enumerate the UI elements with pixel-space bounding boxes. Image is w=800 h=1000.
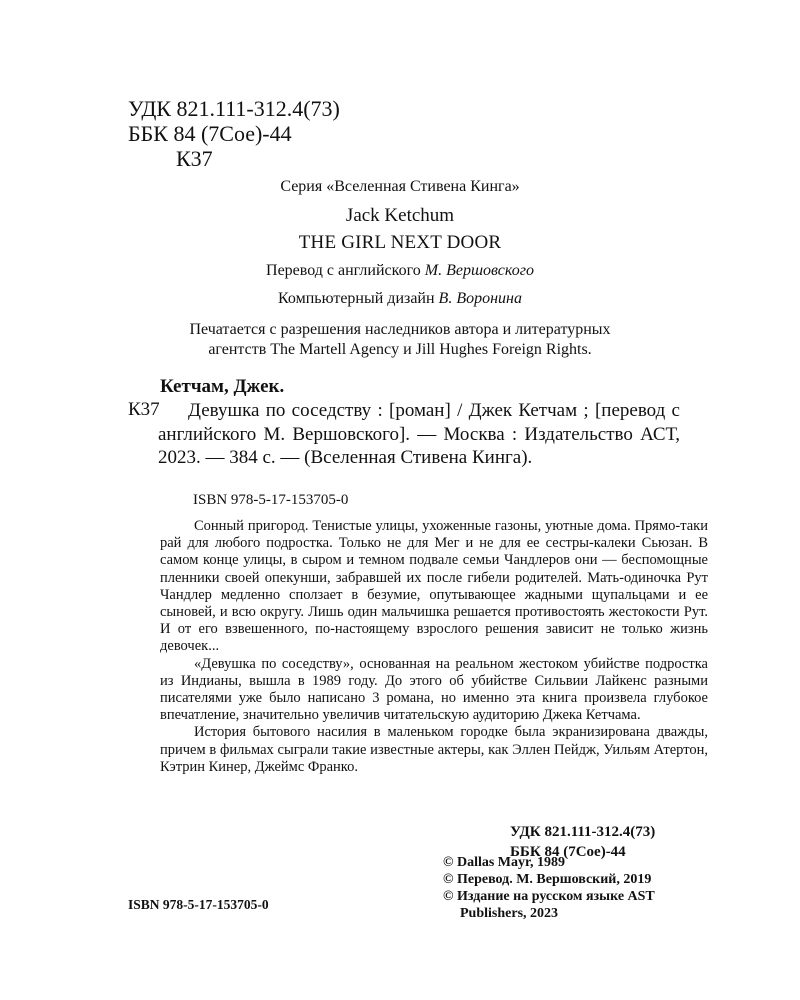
isbn-bottom: ISBN 978-5-17-153705-0 <box>128 897 269 912</box>
udk-code: УДК 821.111-312.4(73) <box>128 96 340 121</box>
annotation-paragraph-1: Сонный пригород. Тенистые улицы, ухоженные газоны, уютные дома. Прямо-таки рай для любого подростка. Только не для Мег и не для ее сестры-калеки Сьюзан. В самом конце улицы, в сыром и темном подвале семьи Чандлеров они — беспомощные пленники своей опекунши, забравшей их после гибели родителей. Мать-одиночка Рут Чандлер медленно сползает в безумие, опутывающее жадными щупальцами и ее сыновей, и всю округу. Лишь один мальчишка решается противостоять жестокости Рут. И от его взвешенного, по-настоящему взрослого решения зависит не только жизнь девочек... <box>160 518 708 655</box>
isbn-top: ISBN 978-5-17-153705-0 <box>193 492 349 508</box>
designer-name: В. Воронина <box>438 290 522 307</box>
catalog-description <box>158 399 680 470</box>
bbk-code: ББК 84 (7Сое)-44 <box>128 121 292 146</box>
author-mark: К37 <box>176 146 213 171</box>
copyright-line-1: © Dallas Mayr, 1989 <box>443 855 565 870</box>
copyright-block <box>443 854 655 922</box>
permission-line-1: Печатается с разрешения наследников автора и литературных <box>189 321 611 338</box>
bottom-bbk-code: ББК 84 (7Сое)-44 <box>510 844 626 860</box>
original-title: THE GIRL NEXT DOOR <box>298 232 502 253</box>
design-prefix: Компьютерный дизайн <box>278 290 439 307</box>
classification-codes <box>128 96 340 171</box>
series-name: Серия «Вселенная Стивена Кинга» <box>280 178 520 195</box>
translation-credit <box>0 262 800 280</box>
catalog-author-heading: Кетчам, Джек. <box>160 376 285 397</box>
catalog-mark: К37 <box>128 399 160 420</box>
translator-name: М. Вершовского <box>424 262 534 279</box>
permission-notice <box>0 320 800 360</box>
permission-line-2: агентств The Martell Agency и Jill Hughes Foreign Rights. <box>208 341 592 358</box>
design-credit <box>0 290 800 308</box>
translation-prefix: Перевод с английского <box>266 262 425 279</box>
original-author: Jack Ketchum <box>345 205 455 226</box>
annotation-paragraph-2: «Девушка по соседству», основанная на реальном жестоком убийстве подростка из Индианы, вышла в 1989 году. До этого об убийстве Сильвии Лайкенс разными писателями уже было написано 3 романа, но именно эта книга произвела глубокое впечатление, значительно увеличив читательскую аудиторию Джека Кетчама. <box>160 655 708 724</box>
catalog-description-text: Девушка по соседству : [роман] / Джек Кетчам ; [перевод с английского М. Вершовского]. — Москва : Издательство АСТ, 2023. — 384 с. — (Вселенная Стивена Кинга). <box>158 400 680 468</box>
bottom-udk-code: УДК 821.111-312.4(73) <box>510 824 656 840</box>
annotation <box>160 518 708 776</box>
copyright-line-3: © Издание на русском языке AST <box>443 889 655 904</box>
copyright-line-4: Publishers, 2023 <box>460 906 559 921</box>
annotation-paragraph-3: История бытового насилия в маленьком городке была экранизирована дважды, причем в фильмах сыграли такие известные актеры, как Эллен Пейдж, Уильям Атертон, Кэтрин Кинер, Джеймс Франко. <box>160 724 708 775</box>
copyright-line-2: © Перевод. М. Вершовский, 2019 <box>443 872 652 887</box>
